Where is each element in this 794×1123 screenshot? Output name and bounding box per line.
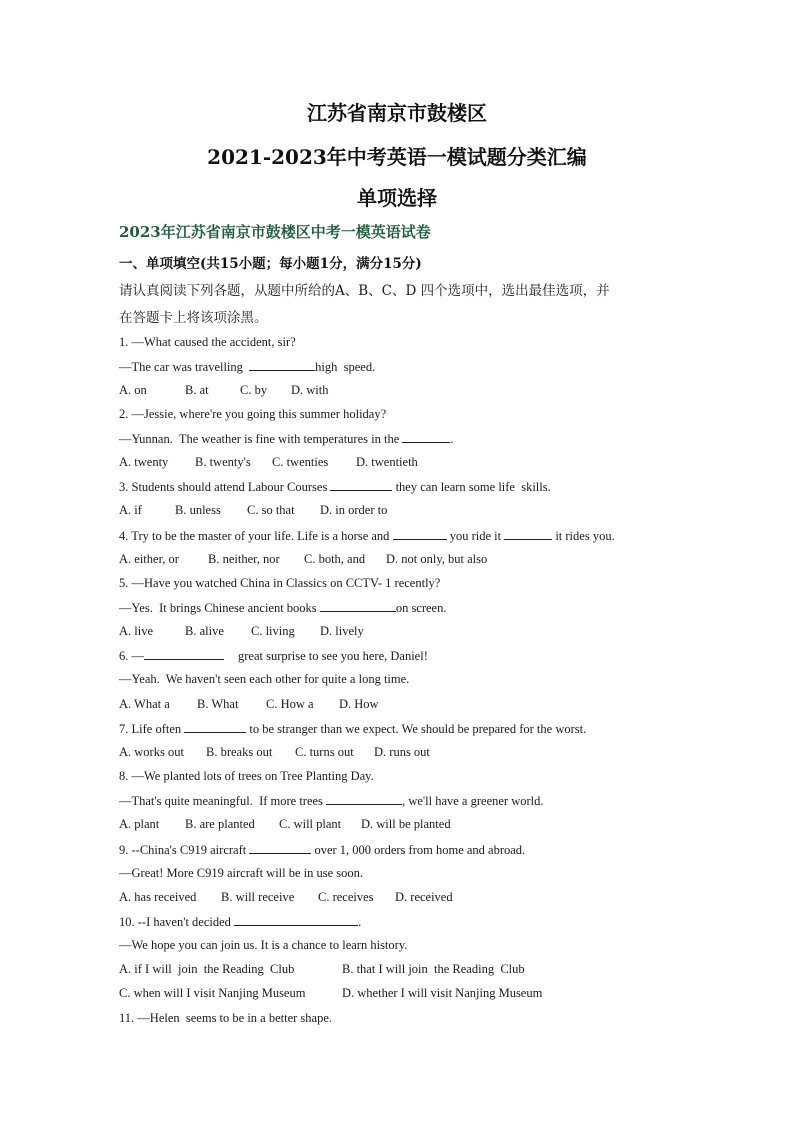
option-a: A. What a [119, 697, 170, 711]
option-b: B. twenty's [195, 455, 251, 469]
question-5-options [119, 623, 364, 639]
question-text: you ride it [446, 529, 505, 543]
option-b: B. unless [175, 503, 221, 517]
question-text: high speed. [315, 360, 376, 374]
option-d: D. will be planted [361, 817, 451, 831]
option-c: C. by [240, 383, 268, 397]
answer-blank [330, 478, 392, 491]
question-1-response [119, 358, 375, 375]
question-9-response: —Great! More C919 aircraft will be in use soon. [119, 866, 364, 880]
option-b: B. What [197, 697, 239, 711]
document-title-main: 2021-2023年中考英语一模试题分类汇编 [207, 145, 587, 169]
option-c: C. twenties [272, 455, 329, 469]
question-text: —Yes. It brings Chinese ancient books [119, 601, 320, 615]
question-7-options [119, 744, 430, 760]
option-d: D. runs out [374, 745, 430, 759]
question-9-prompt [119, 841, 525, 858]
exam-title: 2023年江苏省南京市鼓楼区中考一模英语试卷 [119, 223, 431, 241]
answer-blank [144, 647, 224, 660]
answer-blank [504, 527, 552, 540]
question-2-response [119, 430, 454, 447]
option-c: C. turns out [295, 745, 354, 759]
question-10-options-row-2 [119, 985, 542, 1001]
question-7-prompt [119, 720, 586, 737]
question-text: 3. Students should attend Labour Courses [119, 480, 331, 494]
option-b: B. at [185, 383, 209, 397]
question-3-options [119, 502, 387, 518]
question-text: 9. --China's C919 aircraft [119, 843, 250, 857]
question-8-response [119, 792, 544, 809]
question-text: 10. --I haven't decided [119, 915, 235, 929]
document-title-type: 单项选择 [357, 186, 437, 210]
option-d: D. received [395, 890, 453, 904]
question-10-prompt [119, 913, 361, 930]
option-d: D. lively [320, 624, 364, 638]
option-c: C. receives [318, 890, 374, 904]
answer-blank [249, 358, 315, 371]
option-d: D. twentieth [356, 455, 418, 469]
question-9-options [119, 889, 453, 905]
question-text: it rides you. [552, 529, 615, 543]
question-text: to be stranger than we expect. We should be prepared for the worst. [246, 722, 587, 736]
question-6-response: —Yeah. We haven't seen each other for quite a long time. [119, 672, 410, 686]
option-b: B. are planted [185, 817, 255, 831]
option-a: A. twenty [119, 455, 169, 469]
question-2-options [119, 454, 418, 470]
option-d: D. not only, but also [386, 552, 488, 566]
question-text: 4. Try to be the master of your life. Life is a horse and [119, 529, 393, 543]
question-6-options [119, 696, 379, 712]
question-11-prompt: 11. —Helen seems to be in a better shape. [119, 1011, 333, 1025]
question-text: . [450, 432, 454, 446]
instruction-line-1: 请认真阅读下列各题，从题中所给的A、B、C、D 四个选项中，选出最佳选项，并 [119, 283, 610, 299]
answer-blank [326, 792, 402, 805]
option-d: D. with [291, 383, 329, 397]
question-text: . [358, 915, 362, 929]
option-a: A. if [119, 503, 142, 517]
question-6-prompt [119, 647, 428, 664]
answer-blank [184, 720, 246, 733]
option-a: A. has received [119, 890, 197, 904]
question-text: great surprise to see you here, Daniel! [238, 649, 428, 663]
option-b: B. will receive [221, 890, 295, 904]
question-10-response: —We hope you can join us. It is a chance to learn history. [119, 938, 408, 952]
question-5-response [119, 599, 446, 616]
option-c: C. so that [247, 503, 295, 517]
option-a: A. if I will join the Reading Club [119, 962, 295, 976]
option-c: C. How a [266, 697, 314, 711]
option-d: D. How [339, 697, 379, 711]
question-1-options [119, 382, 329, 398]
answer-blank [320, 599, 396, 612]
option-c: C. when will I visit Nanjing Museum [119, 986, 306, 1000]
question-text: over 1, 000 orders from home and abroad. [311, 843, 526, 857]
question-text: 6. — [119, 649, 144, 663]
part-title: 一、单项填空(共15小题；每小题1分，满分15分) [119, 256, 422, 272]
option-a: A. plant [119, 817, 160, 831]
option-a: A. works out [119, 745, 184, 759]
question-5-prompt: 5. —Have you watched China in Classics on CCTV- 1 recently? [119, 576, 441, 590]
document-title-region: 江苏省南京市鼓楼区 [307, 101, 487, 125]
instruction-line-2: 在答题卡上将该项涂黑。 [119, 310, 268, 326]
question-text: , we'll have a greener world. [402, 794, 544, 808]
question-1-prompt: 1. —What caused the accident, sir? [119, 335, 296, 349]
answer-blank [402, 430, 450, 443]
option-d: D. in order to [320, 503, 388, 517]
question-4-options [119, 551, 487, 567]
question-text: on screen. [395, 601, 447, 615]
question-text: —That's quite meaningful. If more trees [119, 794, 327, 808]
question-2-prompt: 2. —Jessie, where're you going this summer holiday? [119, 407, 387, 421]
option-a: A. on [119, 383, 147, 397]
question-text: 7. Life often [119, 722, 185, 736]
option-a: A. either, or [119, 552, 179, 566]
question-8-options [119, 816, 451, 832]
question-text: —Yunnan. The weather is fine with temperatures in the [119, 432, 403, 446]
question-8-prompt: 8. —We planted lots of trees on Tree Planting Day. [119, 769, 374, 783]
question-10-options-row-1 [119, 961, 525, 977]
option-b: B. breaks out [206, 745, 273, 759]
option-b: B. that I will join the Reading Club [342, 962, 525, 976]
option-c: C. living [251, 624, 295, 638]
option-a: A. live [119, 624, 154, 638]
answer-blank [393, 527, 447, 540]
answer-blank [249, 841, 311, 854]
option-d: D. whether I will visit Nanjing Museum [342, 986, 543, 1000]
question-text: —The car was travelling [119, 360, 250, 374]
answer-blank [234, 913, 358, 926]
option-c: C. will plant [279, 817, 342, 831]
option-c: C. both, and [304, 552, 366, 566]
question-text: they can learn some life skills. [392, 480, 551, 494]
option-b: B. neither, nor [208, 552, 280, 566]
option-b: B. alive [185, 624, 224, 638]
question-4-prompt [119, 527, 615, 544]
question-3-prompt [119, 478, 551, 495]
